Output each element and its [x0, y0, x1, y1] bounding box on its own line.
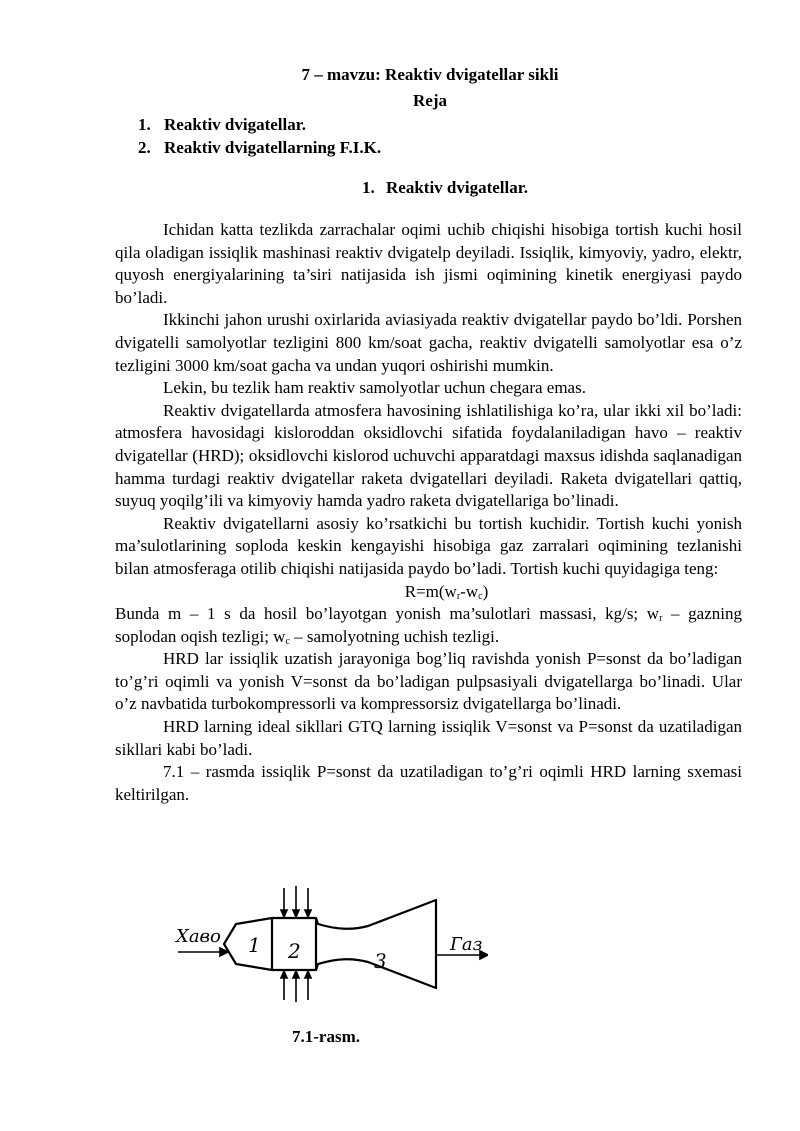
plan-item: [138, 136, 381, 159]
plan-item-number: 1.: [138, 115, 151, 134]
figure-caption: 7.1-rasm.: [292, 1027, 360, 1046]
plan-item-number: 2.: [138, 138, 151, 157]
plan-item-text: Reaktiv dvigatellarning F.I.K.: [164, 138, 382, 157]
paragraph: Reaktiv dvigatellarni asosiy ko’rsatkichi bu tortish kuchidir. Tortish kuchi yonish ma’sulotlarining soploda keskin kengayishi hisobiga gaz zarralari oqimining tezlanishi bilan atmosferaga otilib chiqishi natijasida paydo bo’ladi. Tortish kuchi quyidagiga teng:: [115, 513, 742, 578]
paragraph: HRD larning ideal sikllari GTQ larning issiqlik V=sonst va P=sonst da uzatiladigan sikllari kabi bo’ladi.: [115, 717, 742, 759]
fuel-arrows-top: [281, 886, 311, 917]
section-number: 1.: [362, 178, 375, 197]
plan-item-text: Reaktiv dvigatellar.: [164, 115, 306, 134]
plan-item: [138, 113, 381, 136]
section-heading: [362, 177, 528, 199]
formula: $R=m(w_r-w_c)$: [404, 581, 489, 602]
fuel-arrows-bottom: [281, 971, 311, 1002]
paragraph: HRD lar issiqlik uzatish jarayoniga bog’liq ravishda yonish P=sonst da bo’ladigan to’g’ri oqimli va yonish V=sonst da bo’ladigan pulpsasiyali dvigatellarga bo’linadi. Ular o’z navbatida turbokompressorli va kompressorsiz dvigatellarga bo’linadi.: [115, 649, 742, 714]
paragraph: Reaktiv dvigatellarda atmosfera havosining ishlatilishiga ko’ra, ular ikki xil bo’ladi: atmosfera havosidagi kisloroddan oksidlovchi sifatida foydalaniladigan havo – reaktiv dvigatellar (HRD); oksidlovchi kislorod uchuvchi apparatdagi maxsus idishda saqlanadigan hamma turdagi reaktiv dvigatellar raketa dvigatellari deyiladi. Raketa dvigatellari qattiq, suyuq yoqilg’ili va kimyoviy hamda yadro raketa dvigatellariga bo’linadi.: [115, 400, 742, 511]
page-title: 7 – mavzu: Reaktiv dvigatellar sikli: [301, 65, 559, 84]
plan-list: [138, 113, 381, 159]
section-title: Reaktiv dvigatellar.: [386, 178, 528, 197]
paragraph: Bunda m – 1 s da hosil bo’layotgan yonish ma’sulotlari massasi, kg/s; $w_r$ – gazning soplodan oqish tezligi; $w_c$ – samolyotning uchish tezligi.: [115, 604, 742, 647]
paragraph: Lekin, bu tezlik ham reaktiv samolyotlar uchun chegara emas.: [163, 378, 586, 398]
body-text: [115, 219, 742, 806]
zone-1-label: 1: [248, 933, 261, 957]
engine-diagram: [168, 882, 488, 1002]
zone-3-label: 3: [374, 949, 387, 973]
zone-2-label: 2: [288, 939, 301, 963]
label-inlet: Хаво: [176, 926, 221, 947]
paragraph: Ichidan katta tezlikda zarrachalar oqimi uchib chiqishi hisobiga tortish kuchi hosil qila oladigan issiqlik mashinasi reaktiv dvigatelp deyiladi. Issiqlik, kimyoviy, yadro, elektr, quyosh energiyalarining ta’siri natijasida ish jismi oqimining kinetik energiyasi paydo bo’ladi.: [115, 220, 742, 307]
paragraph: 7.1 – rasmda issiqlik P=sonst da uzatiladigan to’g’ri oqimli HRD larning sxemasi keltirilgan.: [115, 762, 742, 804]
plan-heading: Reja: [413, 91, 447, 110]
label-outlet: Газ: [450, 934, 483, 955]
paragraph: Ikkinchi jahon urushi oxirlarida aviasiyada reaktiv dvigatellar paydo bo’ldi. Porshen dvigatelli samolyotlar tezligini 800 km/soat gacha, reaktiv dvigatelli samolyotlar esa o’z tezligini 3000 km/soat gacha va undan yuqori oshirishi mumkin.: [115, 310, 742, 375]
